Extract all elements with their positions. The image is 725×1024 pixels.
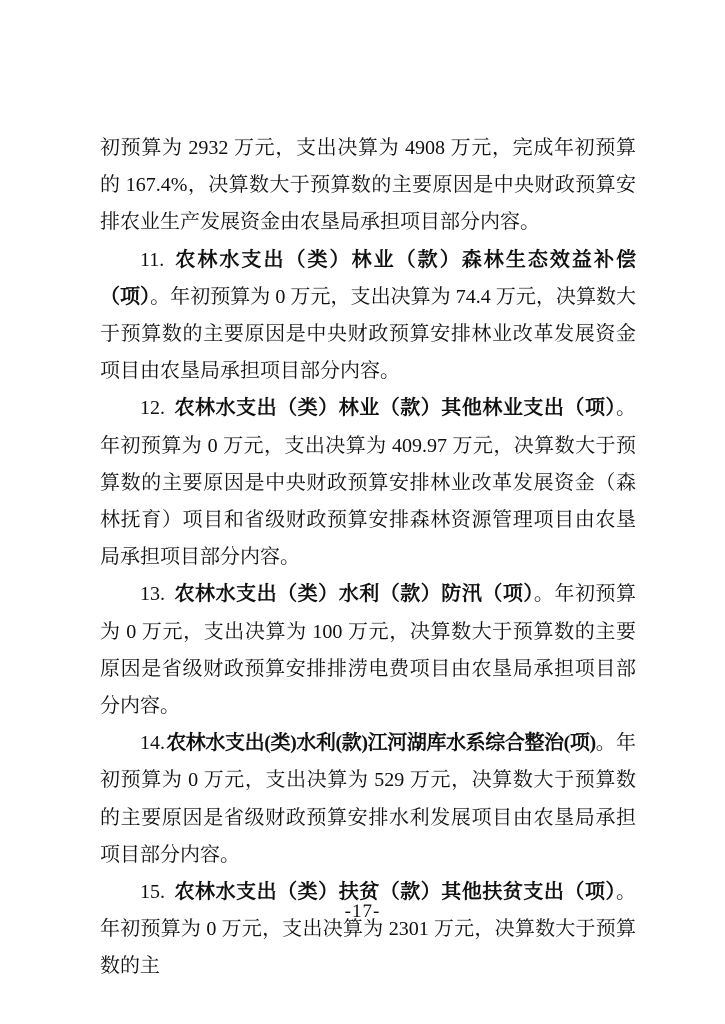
paragraph-heading: 农林水支出(类)水利(款)江河湖库水系综合整治(项) <box>166 732 596 755</box>
paragraph <box>100 130 636 242</box>
paragraph-heading: 农林水支出（类）林业（款）其他林业支出（项） <box>174 397 616 420</box>
paragraph <box>100 725 636 874</box>
paragraph-number: 12. <box>140 397 165 420</box>
paragraph-heading: 农林水支出（类）扶贫（款）其他扶贫支出（项） <box>174 881 616 904</box>
paragraph-number: 15. <box>140 881 165 904</box>
paragraph-body: 。年初预算为 0 万元，支出决算为 2301 万元，决算数大于预算数的主 <box>100 881 636 978</box>
paragraph-body: 。年初预算为 0 万元，支出决算为 74.4 万元，决算数大于预算数的主要原因是中央财政预算安排林业改革发展资金项目由农垦局承担项目部分内容。 <box>100 285 637 383</box>
paragraph-body: 。年初预算为 0 万元，支出决算为 409.97 万元，决算数大于预算数的主要原因是中央财政预算安排林业改革发展资金（森林抚育）项目和省级财政预算安排森林资源管理项目由农垦局承担项目部分内容。 <box>100 397 636 569</box>
paragraph <box>100 242 636 391</box>
paragraph <box>100 576 636 725</box>
paragraph-number: 14. <box>140 732 165 755</box>
paragraph-heading: 农林水支出（类）林业（款）森林生态效益补偿（项） <box>100 248 636 308</box>
paragraph-body: 。年初预算为 0 万元，支出决算为 100 万元，决算数大于预算数的主要原因是省级财政预算安排排涝电费项目由农垦局承担项目部分内容。 <box>100 583 637 718</box>
paragraph <box>100 874 636 986</box>
paragraph-number: 11. <box>140 248 165 271</box>
paragraph-heading: 农林水支出（类）水利（款）防汛（项） <box>174 583 534 606</box>
paragraph <box>100 390 636 576</box>
paragraph-number: 13. <box>140 583 165 606</box>
paragraph-body: 。年初预算为 0 万元，支出决算为 529 万元，决算数大于预算数的主要原因是省级财政预算安排水利发展项目由农垦局承担项目部分内容。 <box>100 732 636 866</box>
page-number: -17- <box>344 901 381 922</box>
paragraph-body: 初预算为 2932 万元，支出决算为 4908 万元，完成年初预算的 167.4%，决算数大于预算数的主要原因是中央财政预算安排农业生产发展资金由农垦局承担项目部分内容。 <box>100 137 636 234</box>
text-body <box>100 130 636 986</box>
